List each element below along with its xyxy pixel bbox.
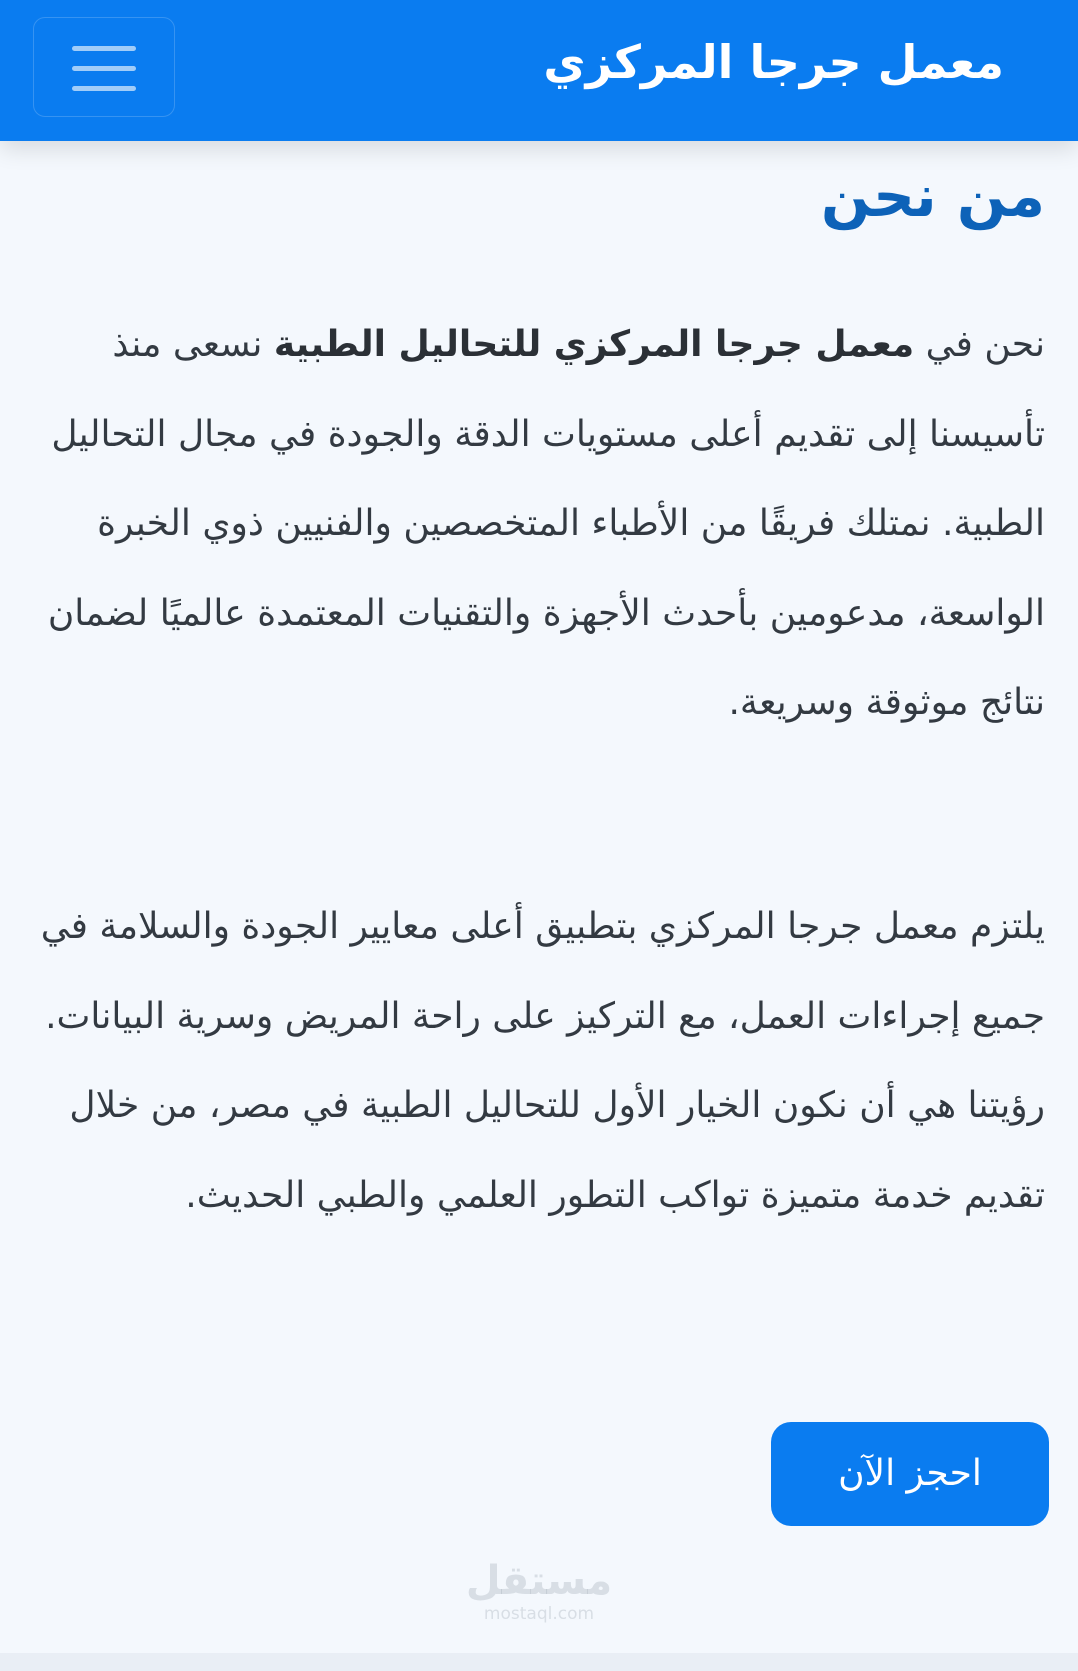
navbar xyxy=(0,0,1078,141)
section-title: من نحن xyxy=(820,162,1045,230)
about-paragraph-1-lab-name: معمل جرجا المركزي للتحاليل الطبية xyxy=(273,324,915,365)
book-now-button[interactable]: احجز الآن xyxy=(771,1422,1049,1526)
about-paragraph-1 xyxy=(35,300,1045,748)
brand-title[interactable]: معمل جرجا المركزي xyxy=(543,35,1004,89)
watermark-latin: mostaql.com xyxy=(483,1604,595,1624)
watermark-logo xyxy=(0,1558,1078,1624)
about-paragraph-1-prefix: نحن في xyxy=(925,324,1045,365)
hamburger-menu-icon-bar xyxy=(72,86,136,91)
about-paragraph-2: يلتزم معمل جرجا المركزي بتطبيق أعلى معايير الجودة والسلامة في جميع إجراءات العمل، مع التركيز على راحة المريض وسرية البيانات. رؤيتنا هي أن نكون الخيار الأول للتحاليل الطبية في مصر، من خلال تقديم خدمة متميزة تواكب التطور العلمي والطبي الحديث. xyxy=(40,906,1045,1216)
watermark-arabic: مستقل xyxy=(465,1558,613,1604)
bottom-strip xyxy=(0,1653,1078,1671)
hamburger-menu-icon-bar xyxy=(72,66,136,71)
menu-toggle-button[interactable] xyxy=(33,17,175,117)
about-paragraph-1-body: نسعى منذ تأسيسنا إلى تقديم أعلى مستويات الدقة والجودة في مجال التحاليل الطبية. نمتلك فريقًا من الأطباء المتخصصين والفنيين ذوي الخبرة الواسعة، مدعومين بأحدث الأجهزة والتقنيات المعتمدة عالميًا لضمان نتائج موثوقة وسريعة. xyxy=(47,324,1045,723)
hamburger-menu-icon xyxy=(72,46,136,51)
